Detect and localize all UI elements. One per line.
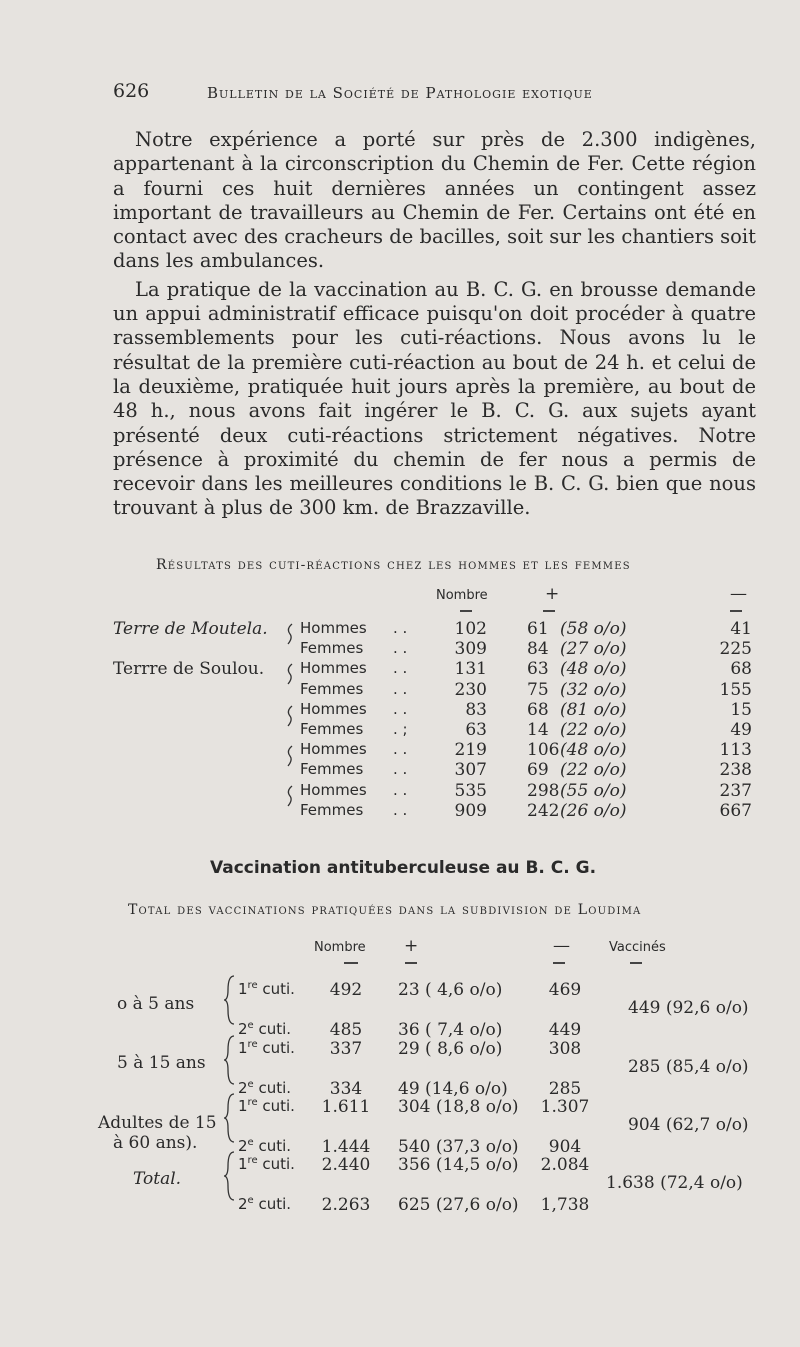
t2-cuti-number: 1 (238, 1097, 248, 1115)
t2-cell-vaccines: 285 (85,4 o/o) (628, 1057, 749, 1077)
t1-header-plus: + (545, 584, 560, 604)
t2-cuti-number: 2 (238, 1079, 248, 1097)
brace-mark (288, 706, 292, 726)
t2-cuti-text: cuti. (257, 1039, 295, 1057)
t1-cell-nombre: 909 (454, 800, 487, 821)
t1-cell-minus: 667 (719, 800, 752, 821)
paragraph-2: La pratique de la vaccination au B. C. G. en brousse demande un appui administratif efficace puisqu'on doit procéder à quatre rassemblements pour les cuti-réactions. Nous avons lu le résultat de la première cuti-réaction au bout de 24 h. et celui de la deuxième, pratiquée huit jours après la première, au bout de 48 h., nous avons fait ingérer le B. C. G. aux sujets ayant présenté deux cuti-réactions strictement négatives. Notre présence à proximité du chemin de fer nous a permis de recevoir dans les meilleures conditions le B. C. G. bien que nous trouvant à plus de 300 km. de Brazzaville. (113, 277, 756, 520)
t1-cell-plus: 106 (527, 740, 560, 761)
t2-cell-nombre: 492 (329, 980, 363, 1000)
t1-cell-dots: . . (393, 659, 408, 678)
t1-cell-minus: 237 (719, 780, 752, 801)
t1-cell-dots: . . (393, 760, 408, 779)
t2-header-minus: — (553, 936, 570, 956)
t2-cuti-number: 2 (238, 1137, 248, 1155)
t1-group-soulou: Terrre de Soulou. (113, 659, 265, 679)
t1-cell-plus: 75 (527, 679, 549, 700)
t2-cuti-text: cuti. (257, 980, 295, 998)
t2-cell-minus: 904 (548, 1137, 582, 1157)
t1-cell-sex: Hommes (300, 699, 367, 718)
t2-cell-vaccines: 904 (62,7 o/o) (628, 1115, 749, 1135)
t1-cell-minus: 225 (719, 639, 752, 660)
t2-cuti-number: 2 (238, 1195, 248, 1213)
t1-cell-nombre: 230 (454, 679, 487, 700)
t1-cell-nombre: 309 (454, 639, 487, 660)
t2-cell-nombre: 2.440 (321, 1155, 371, 1175)
t2-cuti-suffix: re (247, 1097, 258, 1108)
t2-cell-plus: 540 (37,3 o/o) (398, 1137, 519, 1157)
t2-cuti-text: cuti. (257, 1155, 295, 1173)
t2-cuti-text: cuti. (257, 1097, 295, 1115)
t1-cell-dots: . . (393, 639, 408, 658)
t2-group-label: 5 à 15 ans (117, 1053, 206, 1073)
t2-cuti-text: cuti. (253, 1079, 292, 1097)
t2-cell-minus: 449 (548, 1020, 582, 1040)
t2-cuti-text: cuti. (253, 1195, 292, 1213)
t2-cell-minus: 1,738 (540, 1195, 590, 1215)
t1-cell-sex: Hommes (300, 780, 367, 799)
t1-cell-pct: (26 o/o) (560, 800, 627, 821)
t1-cell-sex: Femmes (300, 720, 364, 738)
t2-cuti-number: 1 (238, 980, 248, 998)
t2-cuti-suffix: re (247, 980, 258, 991)
t2-cell-plus: 49 (14,6 o/o) (398, 1079, 508, 1099)
t2-cuti-text: cuti. (253, 1137, 292, 1155)
t2-cuti-number: 1 (238, 1039, 248, 1057)
t1-cell-pct: (22 o/o) (560, 720, 627, 740)
t1-cell-plus: 61 (527, 619, 549, 639)
t2-header-nombre: Nombre (314, 940, 366, 955)
t1-cell-dots: . . (393, 740, 408, 759)
brace-mark (288, 624, 292, 644)
t1-cell-nombre: 307 (454, 760, 487, 781)
t1-cell-pct: (48 o/o) (560, 740, 627, 761)
table-1-caption: Résultats des cuti-réactions chez les hommes et les femmes (156, 557, 631, 573)
t2-cell-nombre: 334 (329, 1079, 363, 1099)
t1-cell-minus: 68 (730, 659, 752, 680)
t2-cell-plus: 356 (14,5 o/o) (398, 1155, 519, 1175)
t2-cuti-suffix: e (247, 1195, 254, 1206)
brace-mark (288, 786, 292, 806)
t2-cell-plus: 36 ( 7,4 o/o) (398, 1020, 503, 1040)
t2-cell-minus: 2.084 (540, 1155, 590, 1175)
t1-cell-plus: 68 (527, 699, 549, 720)
t1-cell-dots: . ; (393, 720, 408, 738)
t2-cell-nombre: 337 (329, 1039, 363, 1059)
t2-cell-plus: 23 ( 4,6 o/o) (398, 980, 503, 1000)
t1-group-moutela: Terre de Moutela. (113, 619, 268, 639)
t1-cell-minus: 41 (730, 619, 752, 639)
t1-cell-dots: . . (393, 780, 408, 799)
t1-header-minus: — (730, 584, 747, 604)
t1-cell-sex: Femmes (300, 679, 364, 698)
t2-cell-nombre: 1.611 (321, 1097, 371, 1117)
brace-mark (224, 976, 234, 1024)
running-header: Bulletin de la Société de Pathologie exotique (207, 84, 593, 102)
t1-cell-minus: 113 (719, 740, 752, 761)
t1-cell-plus: 242 (527, 800, 560, 821)
paragraph-1: Notre expérience a porté sur près de 2.300 indigènes, appartenant à la circonscription du Chemin de Fer. Cette région a fourni ces huit dernières années un contingent assez important de travailleurs au Chemin de Fer. Certains ont été en contact avec des cracheurs de bacilles, soit sur les chantiers soit dans les ambulances. (113, 128, 756, 273)
brace-mark (288, 664, 292, 684)
t2-cell-nombre: 1.444 (321, 1137, 371, 1157)
t2-group-label: Adultes de 15 (98, 1113, 217, 1133)
t2-cell-minus: 308 (548, 1039, 582, 1059)
t1-cell-minus: 15 (730, 699, 752, 720)
t2-cell-minus: 469 (548, 980, 582, 1000)
t2-cell-minus: 285 (548, 1079, 582, 1099)
brace-mark (224, 1094, 234, 1142)
t1-cell-pct: (22 o/o) (560, 760, 627, 781)
t1-cell-pct: (27 o/o) (560, 639, 627, 660)
t1-cell-sex: Hommes (300, 659, 367, 678)
t1-cell-minus: 238 (719, 760, 752, 781)
t1-cell-nombre: 131 (454, 659, 487, 680)
t2-group-label: o à 5 ans (117, 994, 195, 1014)
t1-cell-nombre: 63 (465, 720, 487, 740)
t2-cell-nombre: 485 (329, 1020, 363, 1040)
t1-cell-dots: . . (393, 679, 408, 698)
page-number: 626 (113, 80, 150, 102)
t1-cell-nombre: 535 (454, 780, 487, 801)
t2-header-vaccines: Vaccinés (609, 940, 666, 955)
t1-cell-nombre: 219 (454, 740, 487, 761)
brace-mark (288, 746, 292, 766)
t1-cell-nombre: 102 (454, 619, 487, 639)
t2-cuti-suffix: re (247, 1155, 258, 1166)
brace-mark (224, 1036, 234, 1084)
t1-cell-sex: Hommes (300, 740, 367, 759)
t2-cell-plus: 625 (27,6 o/o) (398, 1195, 519, 1215)
t1-cell-plus: 298 (527, 780, 560, 801)
t1-cell-dots: . . (393, 699, 408, 718)
t2-cell-nombre: 2.263 (321, 1195, 371, 1215)
t1-cell-plus: 69 (527, 760, 549, 781)
t1-cell-pct: (32 o/o) (560, 679, 627, 700)
t2-cuti-suffix: re (247, 1039, 258, 1050)
brace-mark (224, 1152, 234, 1200)
t2-cell-minus: 1.307 (540, 1097, 590, 1117)
t2-group-label-2: à 60 ans). (113, 1133, 198, 1153)
t2-cuti-suffix: e (247, 1137, 254, 1148)
t2-cuti-number: 2 (238, 1020, 248, 1038)
t1-cell-sex: Hommes (300, 619, 367, 637)
t1-cell-pct: (48 o/o) (560, 659, 627, 680)
t1-cell-plus: 63 (527, 659, 549, 680)
t1-cell-dots: . . (393, 800, 408, 819)
t1-cell-sex: Femmes (300, 800, 364, 819)
t1-cell-plus: 14 (527, 720, 549, 740)
t2-cuti-number: 1 (238, 1155, 248, 1173)
t2-group-label: Total. (133, 1169, 182, 1189)
table-2-caption: Total des vaccinations pratiquées dans la subdivision de Loudima (128, 902, 642, 918)
t2-cell-plus: 304 (18,8 o/o) (398, 1097, 519, 1117)
t2-cell-vaccines: 1.638 (72,4 o/o) (606, 1173, 743, 1193)
t1-cell-minus: 155 (719, 679, 752, 700)
t1-cell-pct: (81 o/o) (560, 699, 627, 720)
t1-cell-sex: Femmes (300, 760, 364, 779)
t2-cuti-suffix: e (247, 1020, 254, 1031)
t1-cell-pct: (55 o/o) (560, 780, 627, 801)
t2-cell-plus: 29 ( 8,6 o/o) (398, 1039, 503, 1059)
t2-header-plus: + (404, 936, 419, 956)
t1-cell-minus: 49 (730, 720, 752, 740)
t1-cell-nombre: 83 (465, 699, 487, 720)
t2-cuti-text: cuti. (253, 1020, 292, 1038)
t1-header-nombre: Nombre (436, 588, 488, 603)
t1-cell-sex: Femmes (300, 639, 364, 658)
t1-cell-dots: . . (393, 619, 408, 637)
t1-cell-plus: 84 (527, 639, 549, 660)
t1-cell-pct: (58 o/o) (560, 619, 627, 639)
t2-cuti-suffix: e (247, 1079, 254, 1090)
section-title: Vaccination antituberculeuse au B. C. G. (210, 858, 597, 878)
t2-cell-vaccines: 449 (92,6 o/o) (628, 998, 749, 1018)
